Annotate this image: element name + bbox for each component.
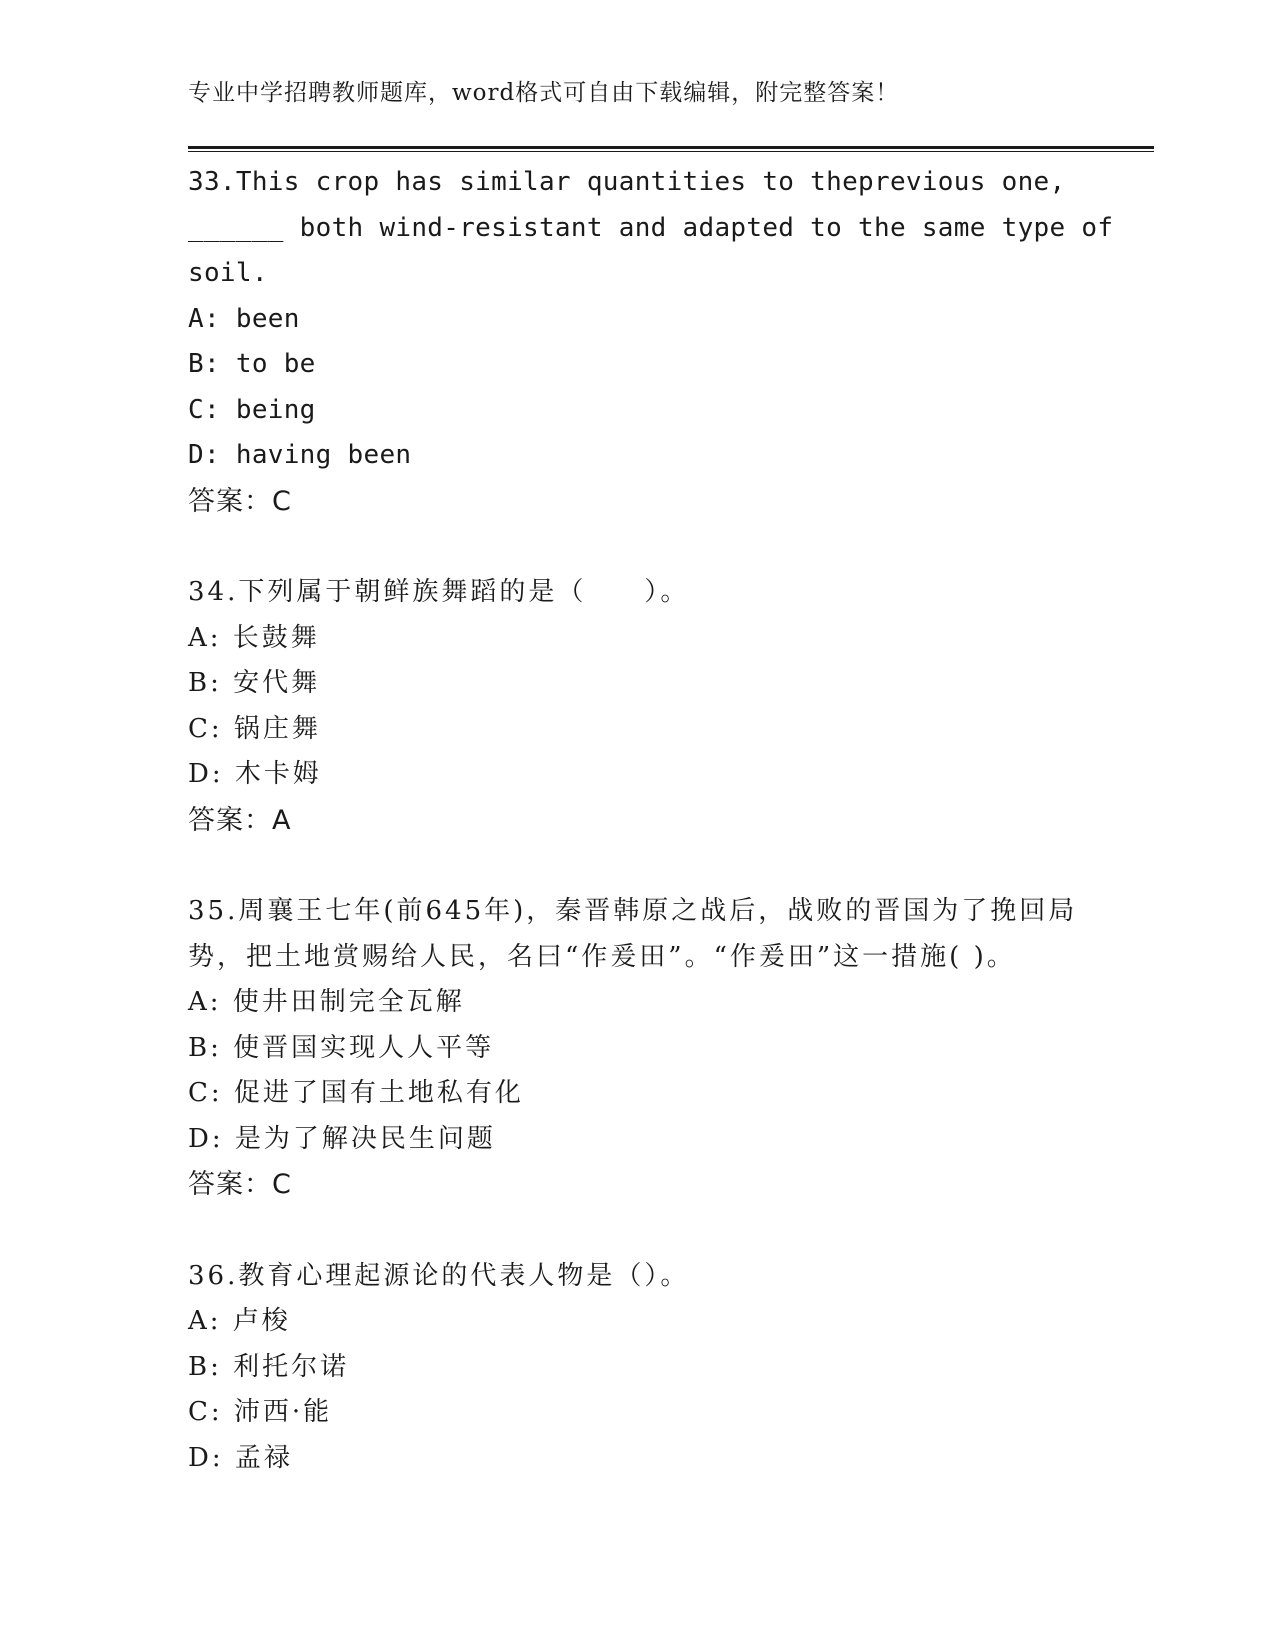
option-d: D: having been [188, 440, 412, 470]
option-b: B: 使晋国实现人人平等 [188, 1032, 495, 1063]
option-c: C: 锅庄舞 [188, 713, 321, 744]
question-34 [188, 570, 1098, 843]
option-b: B: to be [188, 349, 316, 379]
question-35 [188, 889, 1098, 1208]
question-text-line: 势，把土地赏赐给人民，名曰“作爰田”。“作爰田”这一措施( )。 [188, 941, 1016, 972]
question-list [188, 160, 1114, 1481]
option-d: D: 木卡姆 [188, 759, 322, 789]
option-c: C: being [188, 394, 316, 425]
option-a: A: 卢梭 [188, 1306, 291, 1336]
option-c: C: 促进了国有土地私有化 [188, 1078, 524, 1108]
option-a: A: 使井田制完全瓦解 [188, 987, 465, 1017]
option-b: B: 利托尔诺 [188, 1351, 350, 1382]
option-d: D: 孟禄 [188, 1442, 293, 1473]
question-text-line: 35.周襄王七年(前645年)，秦晋韩原之战后，战败的晋国为了挽回局 [188, 896, 1078, 926]
option-b: B: 安代舞 [188, 668, 321, 698]
header-rule-thick [188, 146, 1154, 149]
question-text-line: 33.This crop has similar quantities to theprevious one, [188, 167, 1066, 197]
question-33 [188, 160, 1114, 524]
question-text-line: soil. [188, 258, 268, 288]
answer-line: 答案：C [188, 485, 292, 517]
question-text-line: ______ both wind-resistant and adapted to the same type of [188, 212, 1114, 243]
option-d: D: 是为了解决民生问题 [188, 1123, 496, 1154]
page-header: 专业中学招聘教师题库，word格式可自由下载编辑，附完整答案！ [188, 80, 900, 106]
option-a: A: 长鼓舞 [188, 622, 320, 653]
header-rule-thin [188, 151, 1154, 152]
option-c: C: 沛西·能 [188, 1397, 333, 1427]
option-a: A: been [188, 303, 300, 334]
question-text-line: 36.教育心理起源论的代表人物是（）。 [188, 1260, 690, 1291]
answer-line: 答案：A [188, 804, 292, 836]
answer-line: 答案：C [188, 1169, 292, 1200]
question-text-line: 34.下列属于朝鲜族舞蹈的是（ ）。 [188, 577, 690, 607]
question-36 [188, 1254, 1098, 1482]
